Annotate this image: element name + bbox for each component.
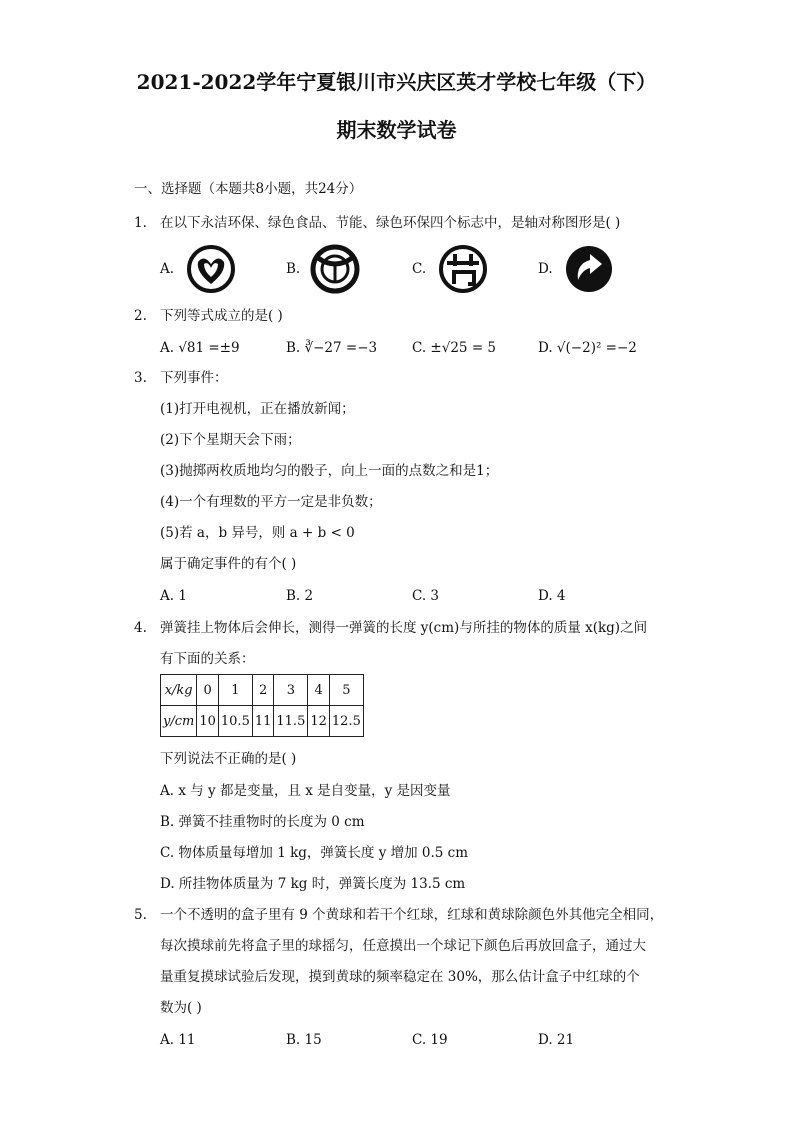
question-prompt: 下列说法不正确的是( ) — [160, 751, 297, 767]
table-cell: 12.5 — [329, 706, 363, 737]
option-c: C. 3 — [412, 588, 440, 604]
question-number: 3. — [134, 370, 147, 386]
question-stem: 下列事件： — [160, 370, 228, 386]
option-d: D. 4 — [538, 588, 566, 604]
question-prompt: 属于确定事件的有个( ) — [160, 556, 297, 572]
question-number: 1. — [134, 215, 147, 231]
question-stem-cont: 数为( ) — [160, 1000, 202, 1016]
question-stem-cont: 有下面的关系： — [160, 651, 255, 667]
exam-title-line1: 2021-2022学年宁夏银川市兴庆区英才学校七年级（下） — [136, 70, 657, 94]
question-stem: 弹簧挂上物体后会伸长，测得一弹簧的长度 y(cm)与所挂的物体的质量 x(kg)之间 — [160, 620, 648, 636]
question-stem-cont: 每次摸球前先将盒子里的球摇匀，任意摸出一个球记下颜色后再放回盒子，通过大 — [160, 938, 646, 954]
table-cell: 2 — [252, 675, 274, 706]
event-item: (3)抛掷两枚质地均匀的骰子，向上一面的点数之和是1； — [160, 463, 499, 479]
option-d: D. 21 — [538, 1032, 575, 1048]
table-header-cell: x/kg — [161, 675, 197, 706]
option-label: C. — [412, 261, 427, 277]
option-a: A. √81 =±9 — [160, 340, 240, 356]
table-cell: 11 — [252, 706, 274, 737]
option-c: C. 物体质量每增加 1 kg，弹簧长度 y 增加 0.5 cm — [160, 845, 469, 861]
event-item: (4)一个有理数的平方一定是非负数； — [160, 494, 382, 510]
recycle-heart-logo-icon — [186, 244, 236, 294]
question-number: 4. — [134, 620, 147, 636]
table-row — [161, 706, 364, 737]
energy-saving-logo-icon — [438, 244, 488, 294]
table-cell: 0 — [197, 675, 219, 706]
table-row — [161, 675, 364, 706]
green-food-logo-icon — [310, 244, 360, 294]
option-c: C. ±√25 = 5 — [412, 340, 497, 356]
option-a: A. x 与 y 都是变量，且 x 是自变量，y 是因变量 — [160, 783, 451, 799]
table-cell: 4 — [308, 675, 330, 706]
question-stem: 一个不透明的盒子里有 9 个黄球和若干个红球，红球和黄球除颜色外其他完全相同， — [160, 907, 664, 923]
option-c: C. 19 — [412, 1032, 448, 1048]
option-a: A. 11 — [160, 1032, 196, 1048]
question-stem: 下列等式成立的是( ) — [160, 308, 283, 324]
option-label: D. — [538, 261, 553, 277]
exam-title-line2: 期末数学试卷 — [336, 118, 457, 142]
option-d: D. 所挂物体质量为 7 kg 时，弹簧长度为 13.5 cm — [160, 876, 466, 892]
option-d: D. √(−2)² =−2 — [538, 340, 637, 356]
question-number: 2. — [134, 308, 147, 324]
table-header-cell: y/cm — [161, 706, 197, 737]
option-b: B. 2 — [286, 588, 314, 604]
spring-data-table — [160, 674, 364, 737]
option-b: B. 15 — [286, 1032, 322, 1048]
table-cell: 5 — [329, 675, 363, 706]
option-b: B. 弹簧不挂重物时的长度为 0 cm — [160, 814, 365, 830]
green-arrow-logo-icon — [564, 244, 614, 294]
event-item: (2)下个星期天会下雨； — [160, 432, 301, 448]
question-number: 5. — [134, 907, 147, 923]
table-cell: 10 — [197, 706, 219, 737]
table-cell: 10.5 — [218, 706, 252, 737]
option-a: A. 1 — [160, 588, 187, 604]
table-cell: 3 — [274, 675, 308, 706]
question-stem-cont: 量重复摸球试验后发现，摸到黄球的频率稳定在 30%，那么估计盒子中红球的个 — [160, 969, 640, 985]
table-cell: 1 — [218, 675, 252, 706]
event-item: (1)打开电视机，正在播放新闻； — [160, 401, 355, 417]
event-item: (5)若 a，b 异号，则 a + b < 0 — [160, 525, 355, 541]
table-cell: 11.5 — [274, 706, 308, 737]
option-label: A. — [160, 261, 175, 277]
section-heading: 一、选择题（本题共8小题，共24分） — [134, 181, 363, 197]
table-cell: 12 — [308, 706, 330, 737]
option-label: B. — [286, 261, 301, 277]
question-stem: 在以下永洁环保、绿色食品、节能、绿色环保四个标志中，是轴对称图形是( ) — [160, 215, 621, 231]
option-b: B. ∛−27 =−3 — [286, 340, 378, 356]
